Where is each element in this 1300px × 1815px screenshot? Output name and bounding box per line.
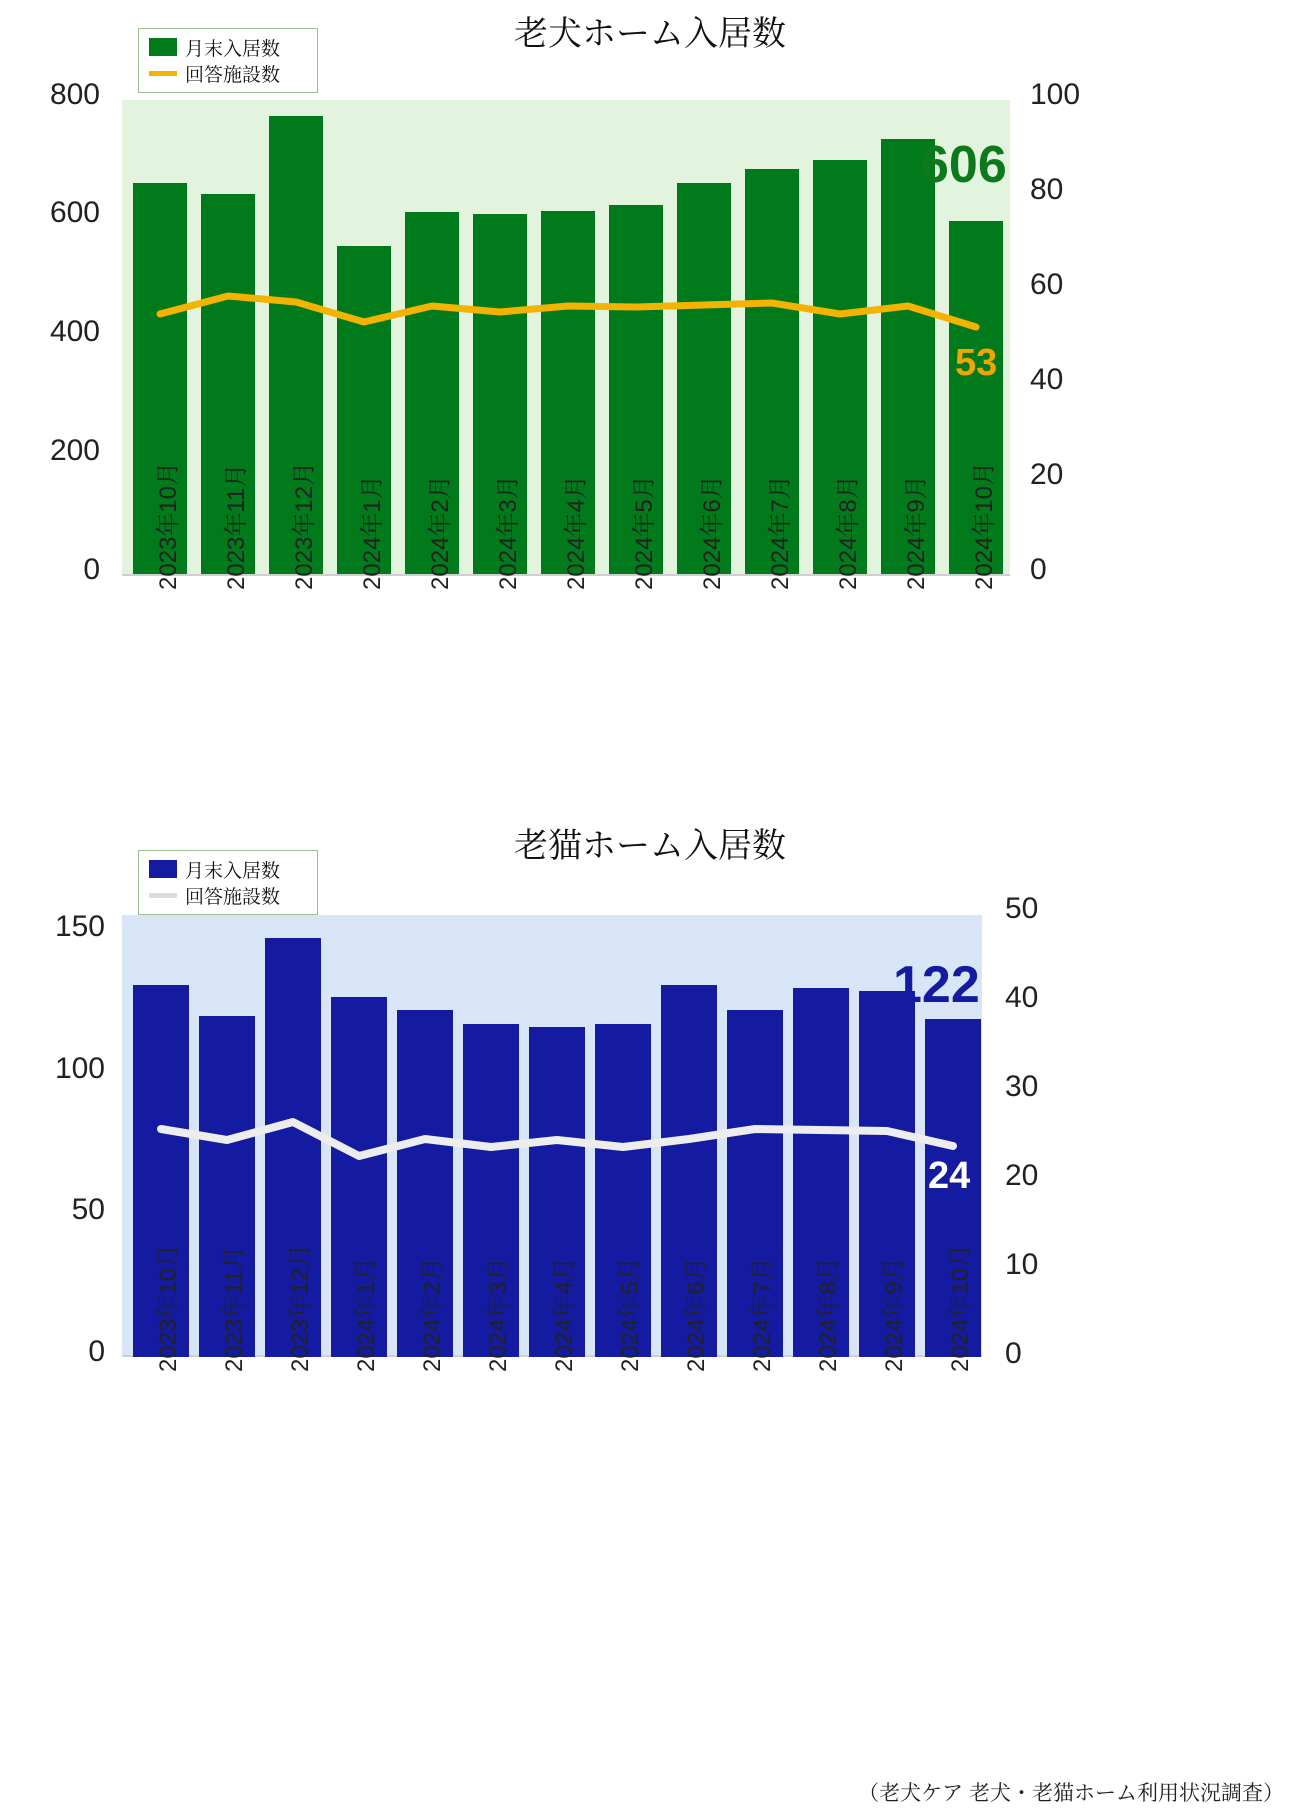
cat-chart	[0, 800, 1300, 1800]
dog-x-label-5: 2024年3月	[495, 475, 522, 590]
cat-x-label-11: 2024年9月	[881, 1257, 908, 1372]
dog-legend-item-bar	[149, 34, 307, 60]
dog-right-tick-60: 60	[1030, 268, 1064, 301]
cat-x-label-3: 2024年1月	[353, 1257, 380, 1372]
cat-right-tick-50: 50	[1005, 892, 1039, 925]
cat-x-label-1: 2023年11月	[221, 1245, 248, 1372]
dog-x-label-8: 2024年6月	[699, 475, 726, 590]
cat-right-tick-0: 0	[1005, 1337, 1022, 1370]
cat-left-tick-0: 0	[88, 1335, 105, 1368]
source-note: （老犬ケア 老犬・老猫ホーム利用状況調査）	[858, 1782, 1284, 1805]
cat-x-label-9: 2024年7月	[749, 1257, 776, 1372]
cat-x-label-4: 2024年2月	[419, 1257, 446, 1372]
dog-x-label-4: 2024年2月	[427, 475, 454, 590]
dog-chart	[0, 0, 1300, 800]
dog-legend	[138, 28, 318, 93]
cat-callout-bar: 122	[893, 956, 980, 1014]
dog-right-tick-80: 80	[1030, 173, 1064, 206]
cat-x-label-7: 2024年5月	[617, 1257, 644, 1372]
cat-x-label-8: 2024年6月	[683, 1257, 710, 1372]
dog-legend-item-line	[149, 60, 307, 86]
line-swatch-icon	[149, 71, 177, 76]
dog-x-label-12: 2024年10月	[971, 461, 998, 590]
dog-line-series	[0, 0, 1300, 800]
bar-swatch-icon	[149, 860, 177, 878]
dog-x-label-2: 2023年12月	[291, 461, 318, 590]
dog-callout-bar: 606	[920, 136, 1007, 194]
dog-legend-label-line: 回答施設数	[185, 64, 281, 86]
dog-left-tick-400: 400	[49, 315, 100, 348]
cat-legend-item-line	[149, 882, 307, 908]
cat-left-tick-50: 50	[71, 1193, 105, 1226]
cat-right-tick-10: 10	[1005, 1248, 1039, 1281]
dog-x-label-7: 2024年5月	[631, 475, 658, 590]
cat-x-label-12: 2024年10月	[947, 1243, 974, 1372]
dog-right-tick-40: 40	[1030, 363, 1064, 396]
dog-left-tick-800: 800	[49, 78, 100, 111]
cat-x-label-10: 2024年8月	[815, 1257, 842, 1372]
line-swatch-icon	[149, 893, 177, 898]
dog-chart-title: 老犬ホーム入居数	[514, 15, 786, 53]
cat-x-label-5: 2024年3月	[485, 1257, 512, 1372]
cat-callout-line: 24	[928, 1155, 971, 1197]
dog-x-label-3: 2024年1月	[359, 475, 386, 590]
dog-right-tick-0: 0	[1030, 553, 1047, 586]
dog-x-label-10: 2024年8月	[835, 475, 862, 590]
cat-legend-item-bar	[149, 856, 307, 882]
bar-swatch-icon	[149, 38, 177, 56]
cat-legend-label-bar: 月末入居数	[185, 860, 281, 882]
cat-legend-label-line: 回答施設数	[185, 886, 281, 908]
cat-x-label-2: 2023年12月	[287, 1243, 314, 1372]
dog-left-tick-0: 0	[83, 553, 100, 586]
dog-legend-label-bar: 月末入居数	[185, 38, 281, 60]
cat-left-tick-150: 150	[54, 910, 105, 943]
cat-right-tick-40: 40	[1005, 981, 1039, 1014]
dog-left-tick-600: 600	[49, 196, 100, 229]
cat-legend	[138, 850, 318, 915]
cat-line-series	[0, 800, 1300, 1800]
dog-callout-line: 53	[955, 342, 998, 384]
dog-x-label-11: 2024年9月	[903, 475, 930, 590]
dog-x-label-0: 2023年10月	[155, 461, 182, 590]
cat-left-tick-100: 100	[54, 1052, 105, 1085]
cat-x-label-0: 2023年10月	[155, 1243, 182, 1372]
dog-x-label-1: 2023年11月	[223, 463, 250, 590]
dog-right-tick-100: 100	[1030, 78, 1081, 111]
dog-x-label-6: 2024年4月	[563, 475, 590, 590]
dog-x-label-9: 2024年7月	[767, 475, 794, 590]
cat-right-tick-20: 20	[1005, 1159, 1039, 1192]
dog-right-tick-20: 20	[1030, 458, 1064, 491]
dog-left-tick-200: 200	[49, 434, 100, 467]
cat-right-tick-30: 30	[1005, 1070, 1039, 1103]
cat-x-label-6: 2024年4月	[551, 1257, 578, 1372]
cat-chart-title: 老猫ホーム入居数	[514, 827, 786, 865]
